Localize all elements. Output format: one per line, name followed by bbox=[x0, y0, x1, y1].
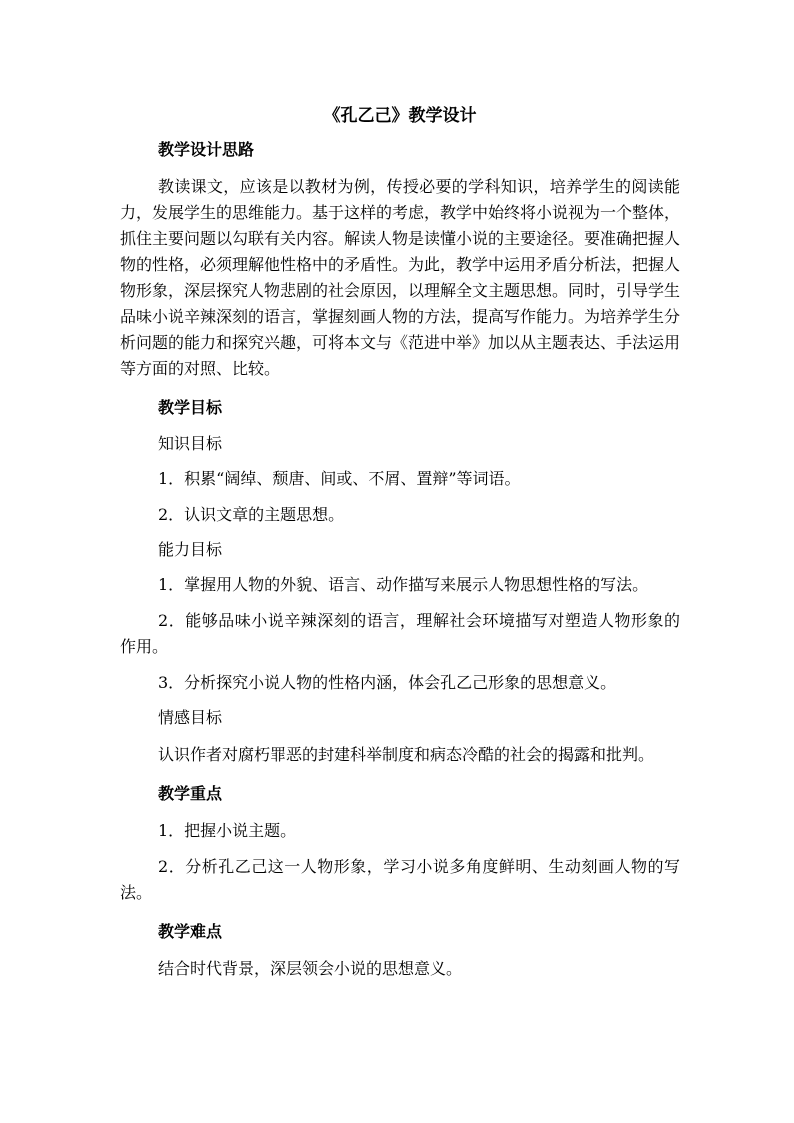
section-heading-objectives: 教学目标 bbox=[158, 398, 223, 417]
knowledge-objectives-label: 知识目标 bbox=[158, 434, 223, 453]
key-point-item-2: 2．分析孔乙己这一人物形象，学习小说多角度鲜明、生动刻画人物的写法。 bbox=[120, 857, 680, 902]
ability-item-3: 3．分析探究小说人物的性格内涵，体会孔乙己形象的思想意义。 bbox=[158, 673, 617, 692]
key-point-item-1: 1．把握小说主题。 bbox=[158, 821, 297, 840]
document-page bbox=[120, 104, 680, 992]
ability-item-2: 2．能够品味小说辛辣深刻的语言，理解社会环境描写对塑造人物形象的作用。 bbox=[120, 611, 680, 656]
knowledge-item-1: 1．积累“阔绰、颓唐、间或、不屑、置辩”等词语。 bbox=[158, 469, 521, 488]
design-idea-paragraph: 教读课文，应该是以教材为例，传授必要的学科知识，培养学生的阅读能力，发展学生的思维能力。基于这样的考虑，教学中始终将小说视为一个整体，抓住主要问题以勾联有关内容。解读人物是读懂小说的主要途径。要准确把握人物的性格，必须理解他性格中的矛盾性。为此，教学中运用矛盾分析法，把握人物形象，深层探究人物悲剧的社会原因，以理解全文主题思想。同时，引导学生品味小说辛辣深刻的语言，掌握刻画人物的方法，提高写作能力。为培养学生分析问题的能力和探究兴趣，可将本文与《范进中举》加以从主题表达、手法运用等方面的对照、比较。 bbox=[120, 177, 681, 378]
section-heading-design-idea: 教学设计思路 bbox=[158, 140, 255, 159]
difficulties-paragraph: 结合时代背景，深层领会小说的思想意义。 bbox=[158, 959, 463, 978]
emotion-objectives-paragraph: 认识作者对腐朽罪恶的封建科举制度和病态冷酷的社会的揭露和批判。 bbox=[158, 745, 655, 764]
emotion-objectives-label: 情感目标 bbox=[158, 708, 223, 727]
knowledge-item-2: 2．认识文章的主题思想。 bbox=[158, 505, 345, 524]
section-heading-difficulties: 教学难点 bbox=[158, 922, 223, 941]
ability-objectives-label: 能力目标 bbox=[158, 540, 223, 559]
section-heading-key-points: 教学重点 bbox=[158, 784, 223, 803]
ability-item-1: 1．掌握用人物的外貌、语言、动作描写来展示人物思想性格的写法。 bbox=[158, 575, 649, 594]
document-title: 《孔乙己》教学设计 bbox=[323, 106, 477, 126]
